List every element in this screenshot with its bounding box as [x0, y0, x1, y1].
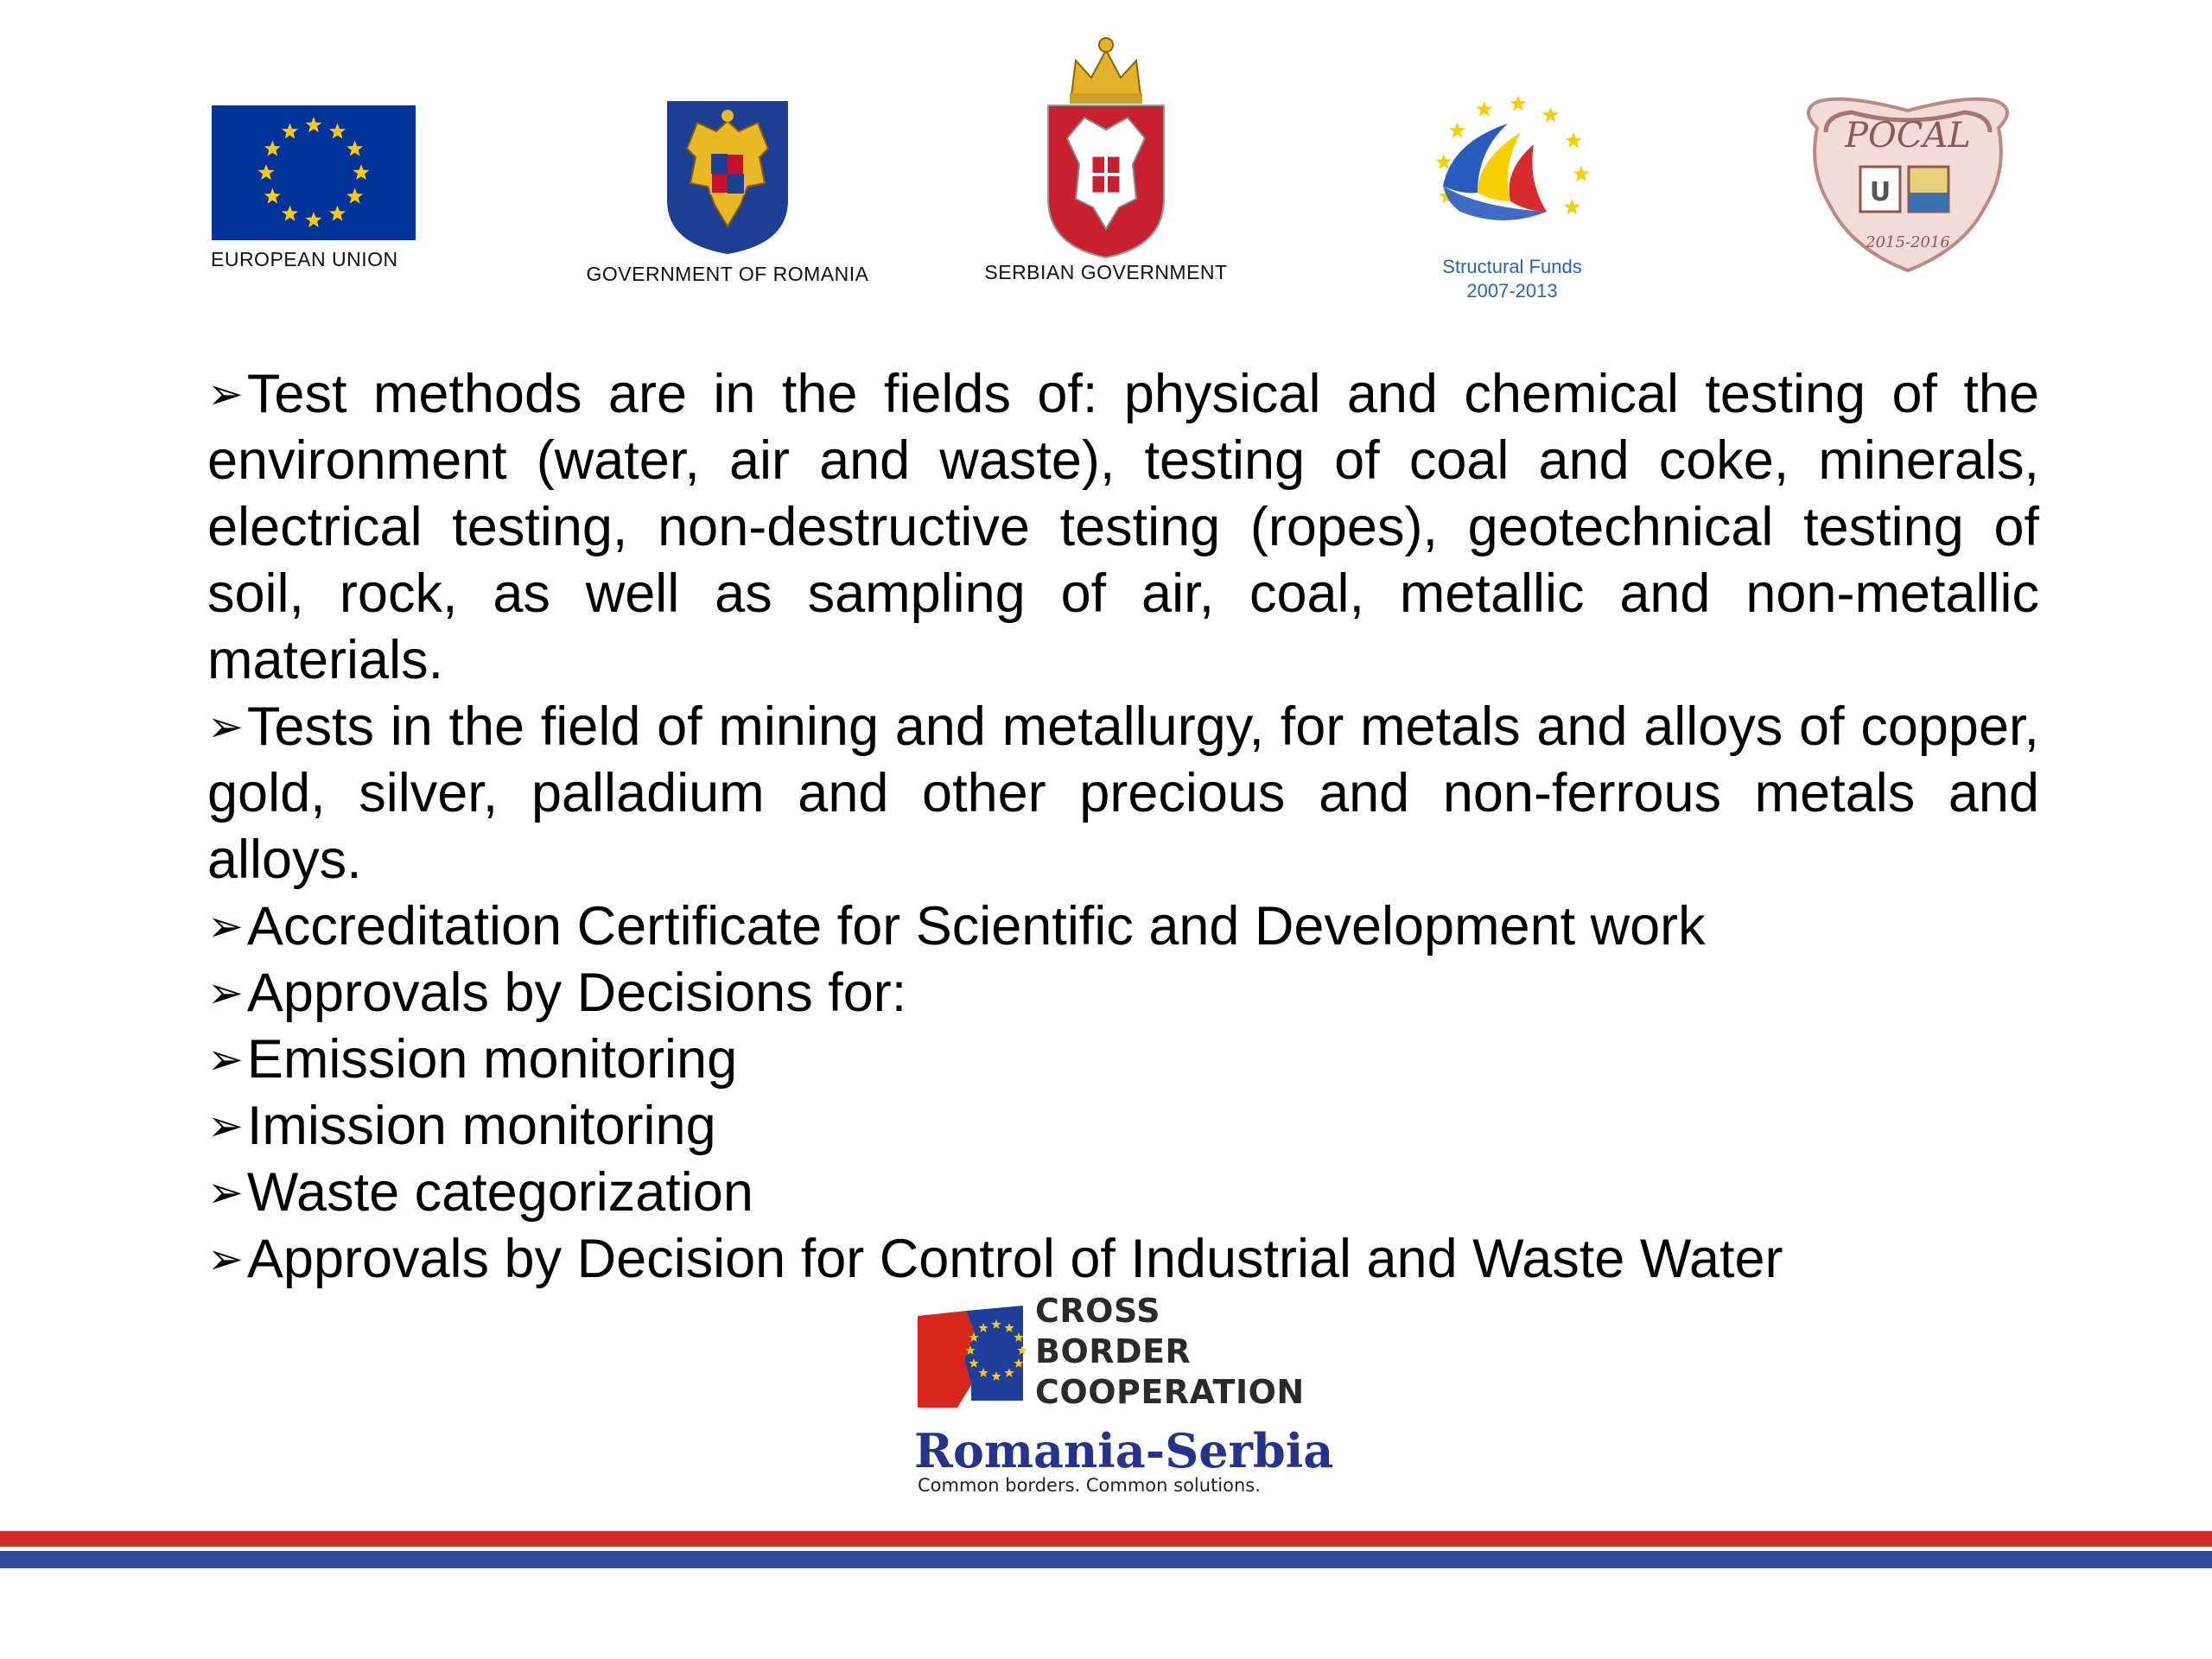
bullet-item-accreditation: [207, 893, 2039, 960]
structural-funds-icon: [1426, 91, 1599, 255]
arrow-bullet-icon: ➢: [207, 1234, 244, 1284]
cbc-title: Romania-Serbia: [914, 1423, 1334, 1478]
star-icon: [1565, 132, 1581, 148]
serbia-caption: SERBIAN GOVERNMENT: [984, 261, 1228, 283]
star-icon: [1542, 106, 1559, 122]
bullet-item-approvals: [207, 960, 2039, 1027]
bullet-item-imission: [207, 1093, 2039, 1160]
arrow-bullet-icon: ➢: [207, 1034, 244, 1084]
romania-coat-of-arms-icon: [663, 97, 792, 256]
arrow-bullet-icon: ➢: [207, 968, 244, 1018]
serbia-government-logo: [976, 35, 1236, 284]
star-icon: [1510, 95, 1526, 111]
pocal-emblem-year: 2015-2016: [1866, 233, 1950, 251]
svg-text:U: U: [1869, 177, 1891, 207]
cbc-map-icon: [914, 1299, 1027, 1411]
bullet-item-emission: [207, 1027, 2039, 1093]
romania-caption: GOVERNMENT OF ROMANIA: [586, 263, 869, 285]
eu-logo: [207, 104, 419, 271]
arrow-bullet-icon: ➢: [207, 1167, 244, 1217]
bullet-text: Emission monitoring: [246, 1029, 738, 1090]
footer-stripe-red: [0, 1531, 2212, 1547]
structural-funds-caption-line1: Structural Funds: [1442, 256, 1582, 277]
cbc-tagline: Common borders. Common solutions.: [918, 1475, 1261, 1496]
serbia-coat-of-arms-icon: [1041, 35, 1171, 261]
cbc-word-cross: CROSS: [1035, 1292, 1160, 1330]
arrow-bullet-icon: ➢: [207, 901, 244, 951]
arrow-bullet-icon: ➢: [207, 702, 244, 752]
star-icon: [1435, 154, 1452, 169]
cbc-word-cooperation: COOPERATION: [1035, 1373, 1305, 1411]
pocal-emblem-icon: [1791, 93, 2024, 279]
star-icon: [1476, 101, 1492, 117]
bullet-text: Accreditation Certificate for Scientific and Development work: [246, 896, 1706, 957]
star-icon: [1449, 122, 1465, 137]
structural-funds-logo: [1417, 91, 1607, 303]
arrow-bullet-icon: ➢: [207, 369, 244, 419]
bullet-text: Tests in the field of mining and metallurgy, for metals and alloys of copper, gold, silver, palladium and other precious and non-ferrous metals and alloys.: [207, 696, 2039, 890]
cross-border-cooperation-logo: [914, 1292, 1334, 1499]
bullet-item-test-methods: [207, 361, 2039, 694]
bullet-item-waste-water: [207, 1226, 2039, 1293]
romania-government-logo: [581, 97, 874, 286]
structural-funds-caption-line2: 2007-2013: [1466, 280, 1558, 302]
bullet-text: Approvals by Decision for Control of Industrial and Waste Water: [246, 1229, 1783, 1289]
bullet-item-mining-metallurgy: [207, 694, 2039, 893]
bullet-text: Waste categorization: [246, 1162, 753, 1223]
bullet-text: Approvals by Decisions for:: [246, 963, 907, 1023]
star-icon: [1564, 199, 1580, 214]
footer-stripe-blue: [0, 1551, 2212, 1568]
bullet-item-waste: [207, 1160, 2039, 1226]
pocal-emblem-text: POCAL: [1845, 116, 1971, 156]
eu-flag-icon: [210, 104, 417, 242]
cbc-word-border: BORDER: [1035, 1332, 1192, 1370]
bullet-text: Test methods are in the fields of: physical and chemical testing of the environment (water, air and waste), testing of coal and coke, minerals, electrical testing, non-destructive testing (ropes), geotechnical testing of soil, rock, as well as sampling of air, coal, metallic and non-metallic materials.: [207, 364, 2039, 690]
eu-caption: EUROPEAN UNION: [211, 248, 398, 270]
arrow-bullet-icon: ➢: [207, 1101, 244, 1151]
pocal-logo: [1787, 93, 2029, 279]
star-icon: [1573, 166, 1589, 181]
bullet-text: Imission monitoring: [246, 1096, 716, 1156]
bullet-list: [207, 361, 2039, 1293]
